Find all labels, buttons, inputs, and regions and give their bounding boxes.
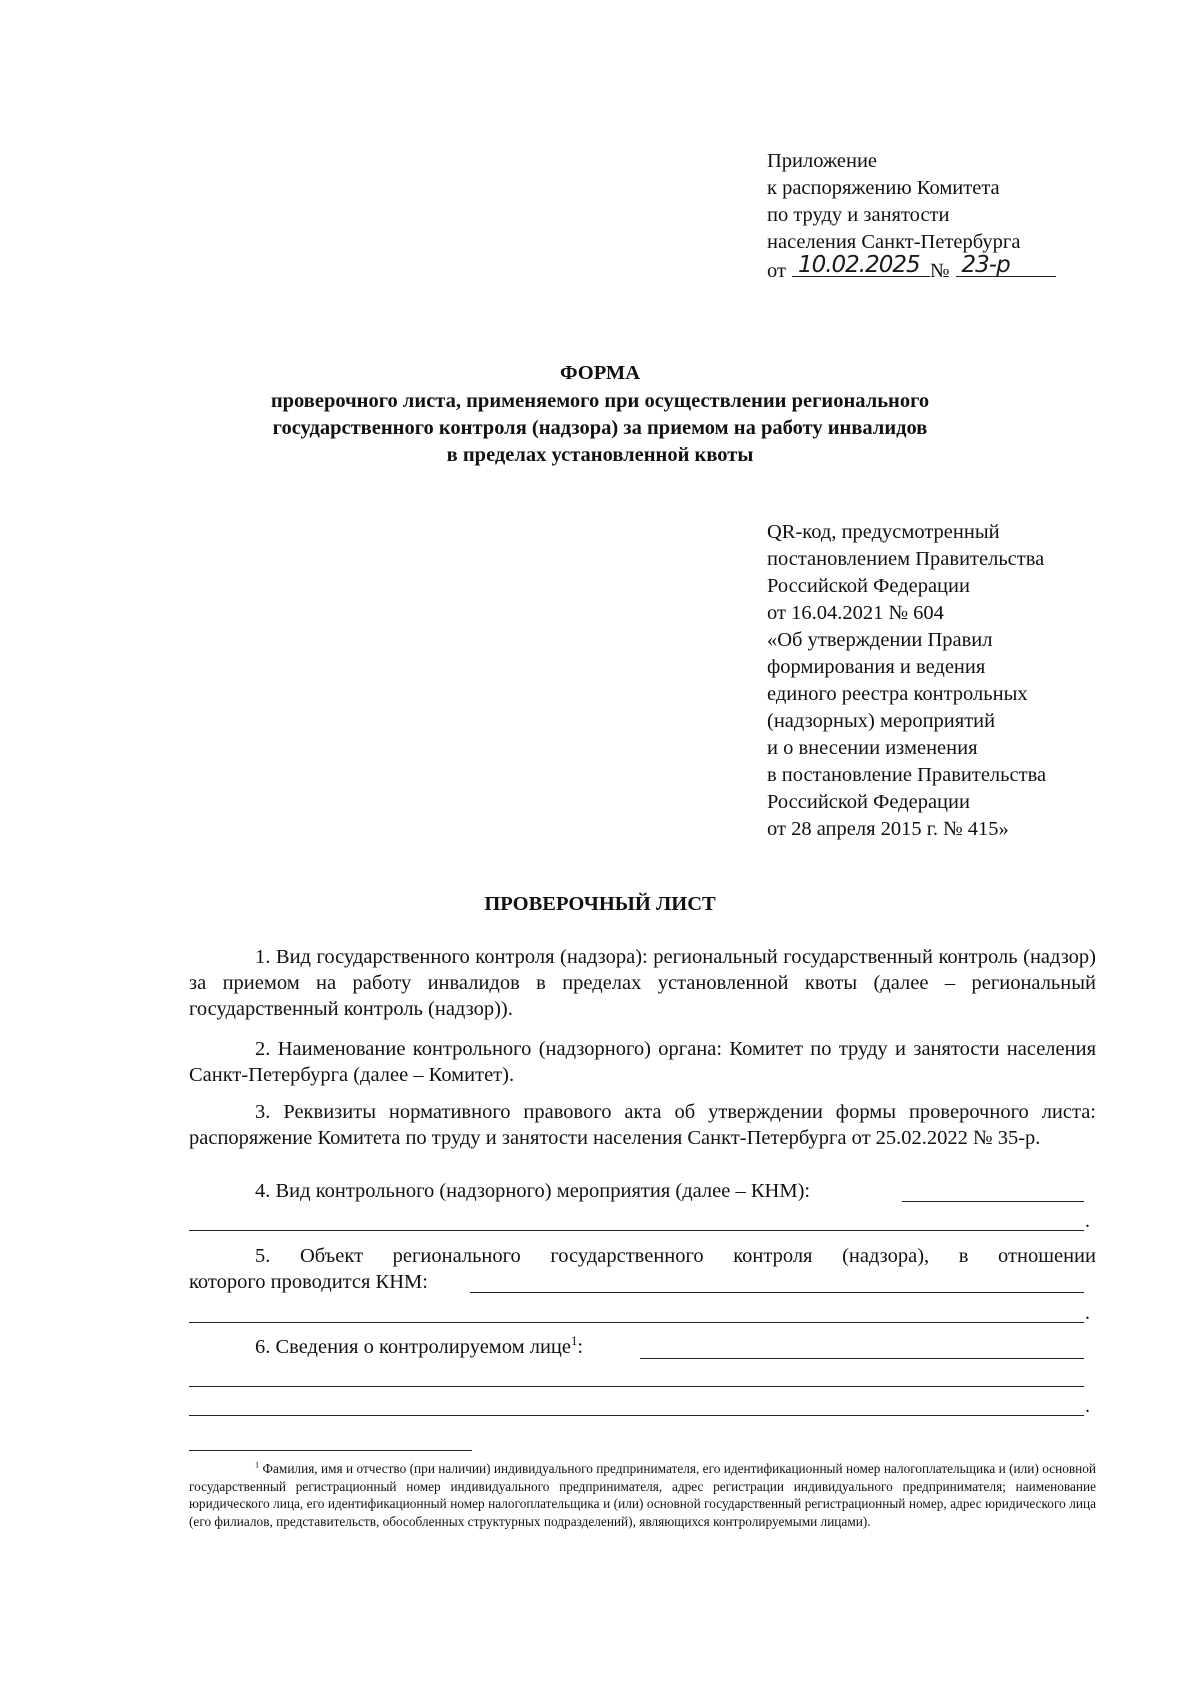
item-6-label bbox=[255, 1334, 583, 1360]
item-4-blank-continued[interactable] bbox=[189, 1230, 1084, 1231]
qr-note-line: «Об утверждении Правил bbox=[767, 629, 993, 651]
item-1-control-type: 1. Вид государственного контроля (надзора): региональный государственный контроль (надзор) за приемом на работу инвалидов в пределах установленной квоты (далее – региональный государственный контроль (надзор)). bbox=[189, 946, 1096, 1020]
number-prefix: № bbox=[929, 260, 950, 282]
footnote-text: Фамилия, имя и отчество (при наличии) индивидуального предпринимателя, его идентификационный номер налогоплательщика и (или) основной государственный регистрационный номер индивидуального предпринимателя, адрес регистрации индивидуального предпринимателя; наименование юридического лица, его идентификационный номер налогоплательщика и (или) основной государственный регистрационный номер, адрес юридического лица (его филиалов, представительств, обособленных структурных подразделений), являющихся контролируемыми лицами). bbox=[189, 1461, 1097, 1529]
item-6-blank[interactable] bbox=[640, 1358, 1084, 1359]
appendix-line: Приложение bbox=[767, 150, 878, 172]
qr-note-line: и о внесении изменения bbox=[767, 737, 978, 759]
qr-note-line: (надзорных) мероприятий bbox=[767, 710, 996, 732]
item-2-authority-name: 2. Наименование контрольного (надзорного) органа: Комитет по труду и занятости населения Санкт-Петербурга (далее – Комитет). bbox=[189, 1038, 1096, 1086]
item-6-blank-continued[interactable] bbox=[189, 1386, 1084, 1387]
qr-note-line: от 28 апреля 2015 г. № 415» bbox=[767, 818, 1009, 840]
handwritten-date: 10.02.2025 bbox=[797, 252, 920, 278]
appendix-line: по труду и занятости bbox=[767, 204, 950, 226]
sheet-title: ПРОВЕРОЧНЫЙ ЛИСТ bbox=[484, 893, 716, 915]
handwritten-number: 23-р bbox=[961, 252, 1010, 278]
item-6-blank-continued[interactable] bbox=[189, 1415, 1084, 1416]
qr-note-line: QR-код, предусмотренный bbox=[767, 521, 1000, 543]
qr-note-line: Российской Федерации bbox=[767, 791, 970, 813]
form-title-line: проверочного листа, применяемого при осуществлении регионального bbox=[270, 390, 930, 412]
item-6-label-text: 6. Сведения о контролируемом лице bbox=[255, 1336, 571, 1358]
item-5-label-line2: которого проводится КНМ: bbox=[189, 1271, 428, 1293]
end-period: . bbox=[1085, 1395, 1090, 1417]
end-period: . bbox=[1085, 1302, 1090, 1324]
item-5-row bbox=[189, 1243, 1096, 1337]
footnote-ref[interactable]: 1 bbox=[571, 1334, 578, 1349]
item-5-blank[interactable] bbox=[470, 1292, 1084, 1293]
form-title-line: государственного контроля (надзора) за приемом на работу инвалидов bbox=[272, 417, 928, 439]
qr-code-note bbox=[767, 519, 1046, 843]
item-4-label: 4. Вид контрольного (надзорного) мероприятия (далее – КНМ): bbox=[255, 1180, 811, 1202]
number-field bbox=[956, 252, 1056, 278]
qr-note-line: постановлением Правительства bbox=[767, 548, 1045, 570]
footnote bbox=[189, 1460, 1096, 1530]
qr-note-line: формирования и ведения bbox=[767, 656, 986, 678]
appendix-date-line bbox=[767, 252, 1056, 285]
item-5-blank-continued[interactable] bbox=[189, 1322, 1084, 1323]
item-6-row bbox=[189, 1334, 1096, 1434]
form-title-line: в пределах установленной квоты bbox=[446, 444, 754, 466]
form-title bbox=[150, 360, 1050, 469]
qr-note-line: в постановление Правительства bbox=[767, 764, 1047, 786]
end-period: . bbox=[1085, 1210, 1090, 1232]
footnote-mark: 1 bbox=[255, 1460, 260, 1470]
qr-note-line: Российской Федерации bbox=[767, 575, 970, 597]
item-4-blank[interactable] bbox=[902, 1201, 1084, 1202]
item-6-colon: : bbox=[577, 1336, 584, 1358]
appendix-header bbox=[767, 148, 1056, 285]
qr-note-line: от 16.04.2021 № 604 bbox=[767, 602, 944, 624]
date-field bbox=[792, 252, 930, 278]
qr-note-line: единого реестра контрольных bbox=[767, 683, 1028, 705]
appendix-line: к распоряжению Комитета bbox=[767, 177, 1000, 199]
date-prefix: от bbox=[767, 260, 786, 282]
item-4-row bbox=[189, 1178, 1096, 1238]
form-heading: ФОРМА bbox=[559, 362, 641, 384]
appendix-line: населения Санкт-Петербурга bbox=[767, 231, 1021, 253]
item-3-legal-act: 3. Реквизиты нормативного правового акта об утверждении формы проверочного листа: распоряжение Комитета по труду и занятости населения Санкт-Петербурга от 25.02.2022 № 35-р. bbox=[189, 1101, 1096, 1149]
item-5-label-line1: 5. Объект регионального государственного контроля (надзора), в отношении bbox=[255, 1245, 1096, 1267]
footnote-separator bbox=[189, 1450, 472, 1451]
